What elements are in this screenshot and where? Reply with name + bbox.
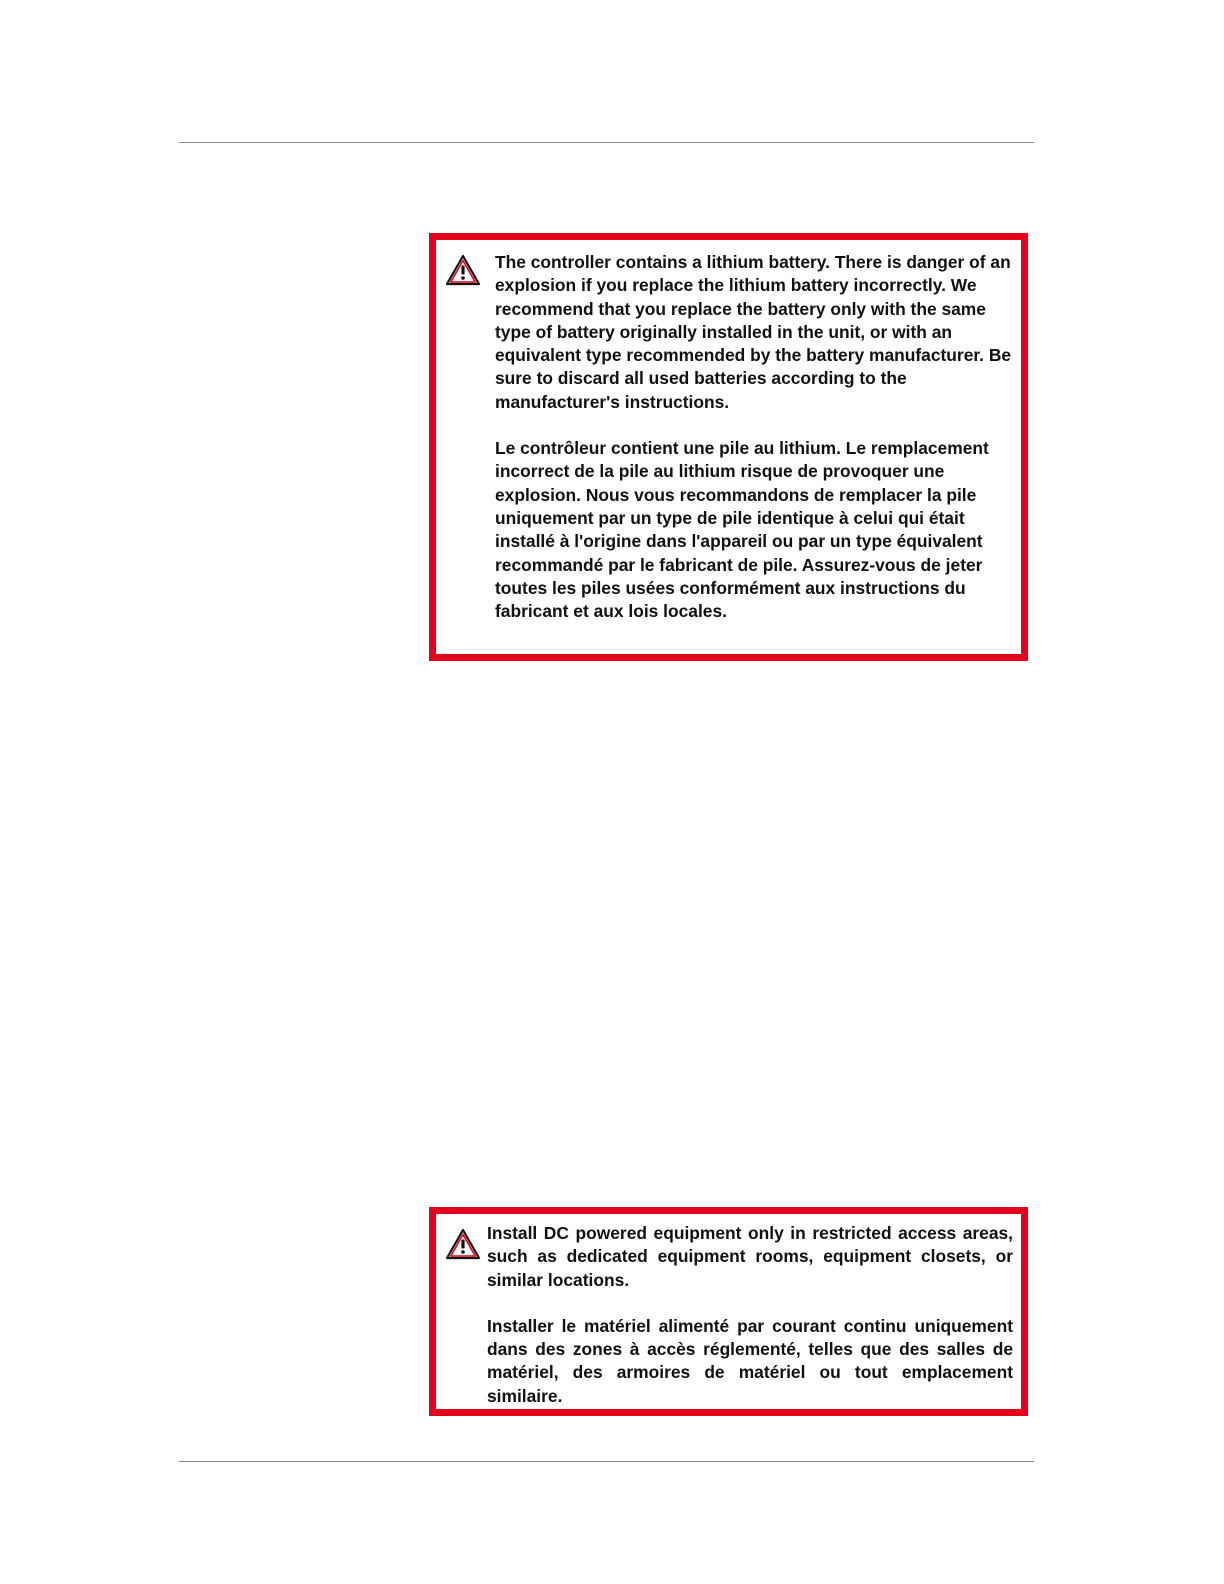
dc-equipment-warning-french: Installer le matériel alimenté par courant continu uniquement dans des zones à accès réglementé, telles que des salles de matériel, des armoires de matériel ou tout emplacement similaire. <box>487 1315 1013 1406</box>
lithium-battery-warning-text <box>495 251 1015 623</box>
dc-equipment-warning-text <box>487 1222 1013 1408</box>
footer-rule <box>179 1461 1034 1462</box>
warning-triangle-icon <box>444 253 482 287</box>
lithium-battery-warning-french: Le contrôleur contient une pile au lithium. Le remplacement incorrect de la pile au lithium risque de provoquer une explosion. Nous vous recommandons de remplacer la pile uniquement par un type de pile identique à celui qui était installé à l'origine dans l'appareil ou par un type équivalent recommandé par le fabricant de pile. Assurez-vous de jeter toutes les piles usées conformément aux instructions du fabricant et aux lois locales. <box>495 438 989 622</box>
header-rule <box>179 142 1034 143</box>
dc-equipment-warning <box>429 1207 1028 1416</box>
dc-equipment-warning-english: Install DC powered equipment only in restricted access areas, such as dedicated equipment rooms, equipment closets, or similar locations. <box>487 1223 1013 1290</box>
lithium-battery-warning-english: The controller contains a lithium battery. There is danger of an explosion if you replace the lithium battery incorrectly. We recommend that you replace the battery only with the same type of battery originally installed in the unit, or with an equivalent type recommended by the battery manufacturer. Be sure to discard all used batteries according to the manufacturer's instructions. <box>495 252 1012 412</box>
lithium-battery-warning <box>429 233 1028 661</box>
warning-triangle-icon <box>444 1227 482 1261</box>
